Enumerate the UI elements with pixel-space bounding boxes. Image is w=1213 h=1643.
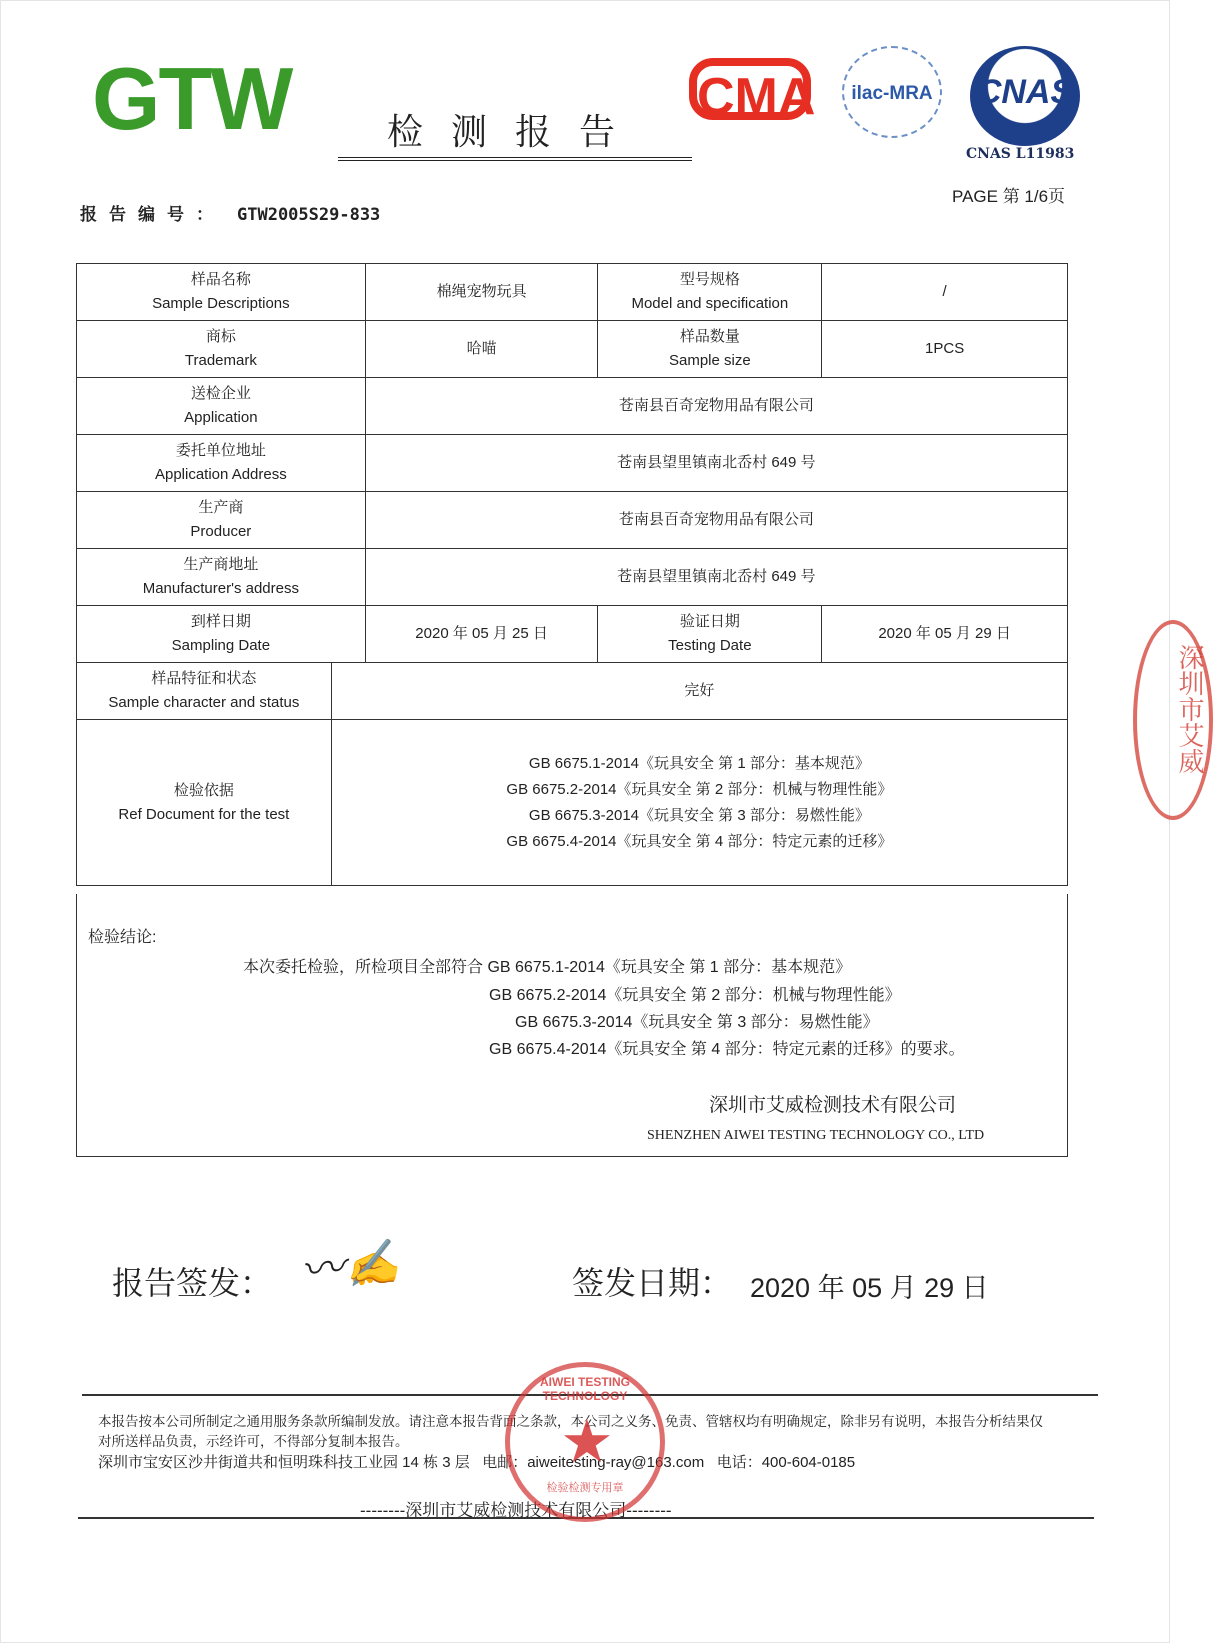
trademark-value: 哈喵	[365, 321, 598, 378]
side-seal-stamp: 深圳市艾威	[1133, 620, 1213, 820]
label-zh: 到样日期	[190, 613, 251, 630]
label-en: Trademark	[184, 352, 257, 369]
standard-item: GB 6675.1-2014《玩具安全 第 1 部分：基本规范》	[528, 754, 870, 772]
cnas-number: CNAS L11983	[966, 146, 1075, 162]
label-zh: 验证日期	[679, 613, 740, 630]
model-value: /	[822, 264, 1068, 321]
stamp-text: 检验检测专用章	[546, 1482, 624, 1494]
label-en: Application	[184, 409, 258, 426]
table-row	[77, 378, 1068, 435]
page-number: PAGE 第 1/6页	[952, 187, 1066, 206]
cnas-logo: CNAS	[970, 46, 1080, 146]
producer-value: 苍南县百奇宠物用品有限公司	[365, 492, 1067, 549]
gtw-logo: GTW	[92, 49, 292, 148]
label-zh: 型号规格	[679, 271, 740, 288]
label-zh: 商标	[205, 328, 236, 345]
label-en: Ref Document for the test	[118, 805, 290, 823]
cma-logo: CMA	[689, 58, 811, 120]
label-en: Model and specification	[631, 295, 789, 312]
label-zh: 委托单位地址	[175, 442, 266, 459]
conclusion-line: GB 6675.3-2014《玩具安全 第 3 部分：易燃性能》	[515, 1014, 879, 1031]
label-en: Sampling Date	[171, 637, 271, 654]
label-en: Manufacturer's address	[142, 580, 299, 597]
table-row	[77, 606, 1068, 663]
sample-size-value: 1PCS	[822, 321, 1068, 378]
issuer-label: 报告签发：	[112, 1264, 273, 1302]
standard-item: GB 6675.4-2014《玩具安全 第 4 部分：特定元素的迁移》	[506, 832, 893, 850]
report-number	[80, 200, 380, 225]
table-row	[77, 663, 1068, 720]
label-zh: 检验依据	[173, 781, 234, 799]
sample-name-value: 棉绳宠物玩具	[365, 264, 598, 321]
ilac-mra-logo: ilac-MRA	[842, 46, 942, 138]
label-en: Sample character and status	[108, 694, 300, 711]
sample-status-value: 完好	[331, 663, 1067, 720]
footer-phone: 电话：400-604-0185	[716, 1454, 856, 1471]
report-title: 检测报告	[338, 104, 692, 161]
table-row	[77, 492, 1068, 549]
conclusion-line: GB 6675.4-2014《玩具安全 第 4 部分：特定元素的迁移》的要求。	[489, 1041, 965, 1058]
sampling-date-value: 2020 年 05 月 25 日	[365, 606, 598, 663]
footer-email: 电邮：aiweitesting-ray@163.com	[482, 1454, 705, 1471]
report-number-label: 报告编号：	[80, 205, 225, 225]
label-en: Application Address	[154, 466, 287, 483]
table-row	[77, 720, 1068, 886]
label-zh: 生产商	[198, 499, 244, 516]
footer-notice: 本报告按本公司所制定之通用服务条款所编制发放。请注意本报告背面之条款，本公司之义务、免责、管辖权均有明确规定，除非另有说明，本报告分析结果仅对所送样品负责，示经许可，不得部分复制本报告。	[98, 1414, 1043, 1449]
label-en: Sample size	[669, 352, 751, 369]
conclusion-box	[76, 894, 1068, 1157]
company-name-en: SHENZHEN AIWEI TESTING TECHNOLOGY CO., LTD	[647, 1128, 985, 1143]
table-row	[77, 264, 1068, 321]
star-icon: ★	[560, 1408, 614, 1475]
sample-info-table	[76, 263, 1068, 886]
issuer-signature: 〰✍	[298, 1235, 402, 1297]
footer-address: 深圳市宝安区沙井街道共和恒明珠科技工业园 14 栋 3 层	[98, 1454, 470, 1471]
stamp-text: AIWEI TESTING TECHNOLOGY	[540, 1375, 630, 1403]
table-row	[77, 321, 1068, 378]
report-number-value: GTW2005S29-833	[237, 205, 381, 225]
testing-date-value: 2020 年 05 月 29 日	[822, 606, 1068, 663]
standard-item: GB 6675.2-2014《玩具安全 第 2 部分：机械与物理性能》	[506, 780, 893, 798]
label-zh: 送检企业	[190, 385, 251, 402]
footer-company-line: --------深圳市艾威检测技术有限公司--------	[360, 1501, 672, 1520]
issue-date: 2020 年 05 月 29 日	[750, 1273, 989, 1303]
label-en: Testing Date	[668, 637, 752, 654]
label-en: Producer	[190, 523, 252, 540]
application-value: 苍南县百奇宠物用品有限公司	[365, 378, 1067, 435]
standard-item: GB 6675.3-2014《玩具安全 第 3 部分：易燃性能》	[528, 806, 870, 824]
label-zh: 样品特征和状态	[151, 670, 257, 687]
table-row	[77, 435, 1068, 492]
footer-contact	[98, 1451, 855, 1472]
manufacturer-address-value: 苍南县望里镇南北岙村 649 号	[365, 549, 1067, 606]
label-en: Sample Descriptions	[152, 295, 290, 312]
conclusion-line: GB 6675.2-2014《玩具安全 第 2 部分：机械与物理性能》	[489, 987, 901, 1004]
conclusion-line: 本次委托检验，所检项目全部符合 GB 6675.1-2014《玩具安全 第 1 部分：基本规范》	[243, 959, 852, 976]
application-address-value: 苍南县望里镇南北岙村 649 号	[365, 435, 1067, 492]
label-zh: 样品数量	[679, 328, 740, 345]
ref-document-values	[331, 720, 1067, 886]
company-name-zh: 深圳市艾威检测技术有限公司	[709, 1094, 957, 1116]
table-row	[77, 549, 1068, 606]
label-zh: 样品名称	[190, 271, 251, 288]
issue-date-label: 签发日期：	[572, 1264, 733, 1302]
conclusion-label: 检验结论:	[88, 929, 157, 946]
company-seal-stamp	[505, 1362, 665, 1522]
label-zh: 生产商地址	[183, 556, 259, 573]
